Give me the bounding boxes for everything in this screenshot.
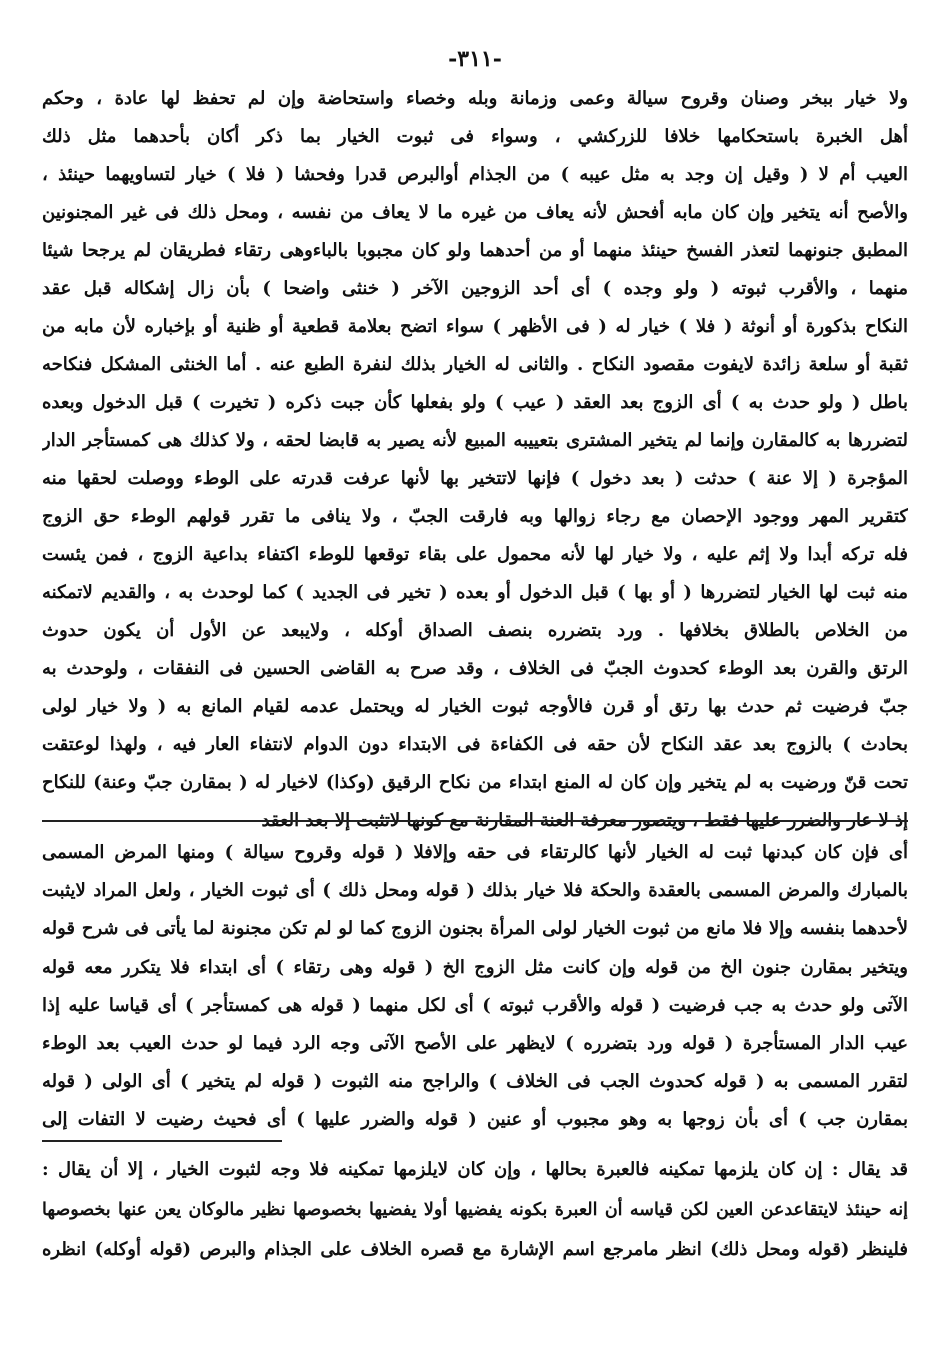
- note-line: بالمبارك والمرض المسمى بالعقدة والحكة فلا خيار بذلك ( قوله ومحل ذلك ) أى ثبوت الخيار ، ولعل المراد لايثبت: [42, 880, 908, 902]
- text-line: كتقرير المهر ووجود الإحصان مع رجاء زوالها وبه فارقت الجبّ ، ولا ينافى ما تقرر قولهم الوطء حق الزوج: [42, 506, 908, 527]
- text-line: فله تركه أبدا ولا إثم عليه ، ولا خيار لها لأنه محمول على بقاء توقعها للوطء اكتفاء بداعية الزوج ، فمن يئست: [42, 544, 908, 565]
- note-line: بمقارن جب ) أى بأن زوجها به وهو مجبوب أو عنين ( قوله والضرر عليها ) أى فحيث رضيت لا التفات إلى: [42, 1109, 908, 1131]
- note-line: لتقرر المسمى به ( قوله كحدوث الجب فى الخلاف ) والراجح منه الثبوت ( قوله لم يتخير ) أى الولى ( قوله: [42, 1071, 908, 1093]
- text-line: الرتق والقرن بعد الوطء كحدوث الجبّ فى الخلاف ، وقد صرح به القاضى الحسين فى النفقات ، ولوحدث به: [42, 658, 908, 679]
- text-line: ولا خيار ببخر وصنان وقروح سيالة وعمى وزمانة وبله وخصاء واستحاضة وإن لم تحفظ لها عادة ، وحكم: [42, 88, 908, 109]
- note-line: أى فإن كان كبدنها ثبت له الخيار لأنها كالرتقاء فى حقه وإلافلا ( قوله وقروح سيالة ) ومنها المرض المسمى: [42, 842, 908, 863]
- commentary-notes: [42, 834, 908, 1140]
- text-line: بحادث ) بالزوج بعد عقد النكاح لأن حقه فى الكفاءة فى الابتداء دون الدوام لانتفاء العار فيه ، ولهذا لوعتقت: [42, 734, 908, 755]
- footnote-divider: [42, 1140, 282, 1142]
- footnote-line: فلينظر (قوله ومحل ذلك) انظر مامرجع اسم الإشارة مع قصره الخلاف على الجذام والبرص (قوله أوكله) انظره: [42, 1239, 908, 1260]
- note-line: ويتخير بمقارن جنون الخ من قوله وإن كانت مثل الزوج الخ ( قوله وهى رتقاء ) أى ابتداء فلا يتكرر معه قوله: [42, 956, 908, 978]
- section-divider: [42, 820, 908, 822]
- note-line: لأحدهما بنفسه وإلا فلا مانع من ثبوت الخيار لولى المرأة بجنون الزوج كما لو لم تكن مجنونة لما يأتى فى شرح قوله: [42, 918, 908, 940]
- text-line: من الخلاص بالطلاق بخلافها . ورد بتضرره بنصف الصداق أوكله ، ولايبعد عن الأول أن يكون حدوث: [42, 620, 908, 641]
- text-line: جبّ فرضيت ثم حدث بها رتق أو قرن فالأوجه ثبوت الخيار له ويحتمل عدمه لقيام المانع به ( ولا خيار لولى: [42, 696, 908, 717]
- text-line: المؤجرة ( إلا عنة ) حدثت ( بعد دخول ) فإنها لاتتخير بها لأنها عرفت قدرته على الوطء ووصلت لحقها منه: [42, 468, 908, 489]
- text-line: منهما ، والأقرب ثبوته ( ولو وجده ) أى أحد الزوجين الآخر ( خنثى واضحا ) بأن زال إشكاله قبل عقد: [42, 278, 908, 299]
- page-number: -٣١١-: [448, 46, 502, 72]
- footnote-line: قد يقال : إن كان يلزمها تمكينه فالعبرة بحالها ، وإن كان لايلزمها تمكينه فلا وجه لثبوت الخيار ، إلا أن يقال :: [42, 1159, 908, 1180]
- text-line: ثقبة أو سلعة زائدة لايفوت مقصود النكاح . والثانى له الخيار بذلك لنفرة الطبع عنه . أما الخنثى المشكل فنكاحه: [42, 354, 908, 375]
- text-line: العيب أم لا ( وقيل إن وجد به مثل عيبه ) من الجذام أوالبرص قدرا وفحشا ( فلا ) خيار لتساويهما حينئذ ،: [42, 164, 908, 185]
- footnotes: [42, 1150, 908, 1270]
- text-line: والأصح أنه يتخير وإن كان مابه أفحش لأنه يعاف من غيره ما لا يعاف من نفسه ، ومحل ذلك فى غير المجنونين: [42, 202, 908, 223]
- text-line: النكاح بذكورة أو أنوثة ( فلا ) خيار له ( فى الأظهر ) سواء اتضح بعلامة قطعية أو ظنية أو بإخباره لأن مابه من: [42, 316, 908, 337]
- text-line: تحت قنّ ورضيت به لم يتخير وإن كان له المنع ابتداء من نكاح الرقيق (وكذا) لاخيار له ( بمقارن جبّ وعنة) للنكاح: [42, 772, 908, 793]
- footnote-line: إنه حينئذ لايتقاعدعن العين لكن قياسه أن العبرة بكونه يفضيها أولا يفضيها بخصوصها نظير مالوكان يعن عنها بخصوصها: [42, 1200, 908, 1220]
- text-line: باطل ( ولو حدث به ) أى الزوج بعد العقد ( عيب ) ولو بفعلها كأن جبت ذكره ( تخيرت ) قبل الدخول وبعده: [42, 392, 908, 413]
- text-line: منه ثبت لها الخيار لتضررها ( أو بها ) قبل الدخول أو بعده ( تخير فى الجديد ) كما لوحدث به ، والقديم لاتمكنه: [42, 582, 908, 603]
- text-line: أهل الخبرة باستحكامها خلافا للزركشي ، وسواء فى ثبوت الخيار بما ذكر أكان بأحدهما مثل ذلك: [42, 126, 908, 147]
- text-line: لتضررها به كالمقارن وإنما لم يتخير المشترى بتعييبه المبيع لأنه يصير به قابضا لحقه ، ولا كذلك هى كمستأجر الدار: [42, 430, 908, 451]
- text-line: إذ لا عار والضرر عليها فقط ، ويتصور معرفة العنة المقارنة مع كونها لاتثبت إلا بعد العقد: [261, 810, 908, 831]
- text-line: المطبق جنونهما لتعذر الفسخ حينئذ منهما أو من أحدهما ولو كان مجبوبا بالباءوهى رتقاء فطريقان لم يرجحا شيئا: [42, 240, 908, 261]
- note-line: الآتى ولو حدث به جب فرضيت ( قوله والأقرب ثبوته ) أى لكل منهما ( قوله هى كمستأجر ) أى قياسا عليه إذا: [42, 994, 908, 1016]
- main-text: [42, 80, 908, 840]
- note-line: عيب الدار المستأجرة ( قوله ورد بتضرره ) لايظهر على الأصح الآتى وجه الرد فيما لو حدث العيب بعد الوطء: [42, 1032, 908, 1054]
